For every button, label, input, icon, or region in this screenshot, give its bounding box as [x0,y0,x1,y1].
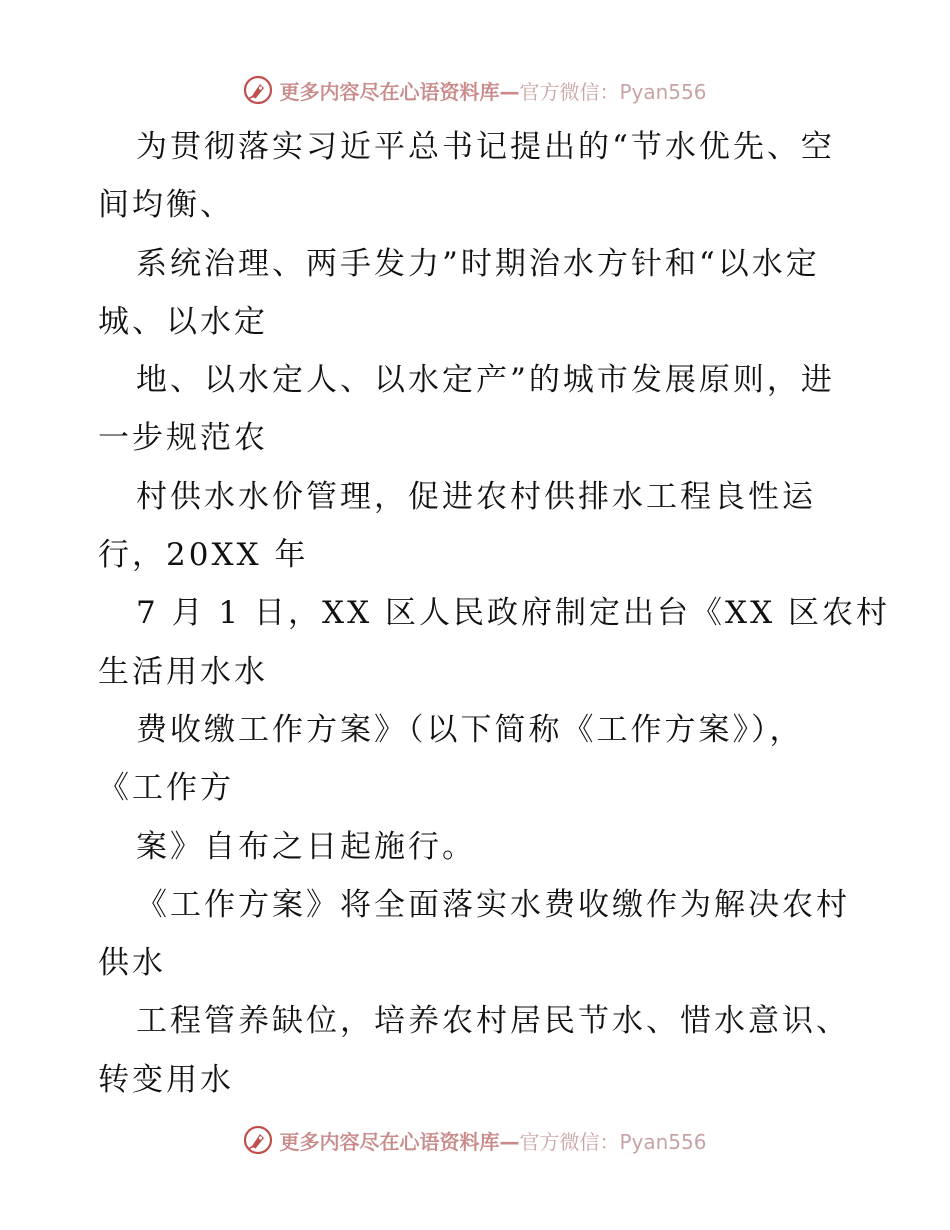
text-line: 村供水水价管理，促进农村供排水工程良性运 [136,478,816,515]
text-line: 供水 [98,945,166,982]
text-line: 间均衡、 [98,187,234,224]
text-line: 案》自布之日起施行。 [136,828,476,865]
text-line: 工程管养缺位，培养农村居民节水、惜水意识、 [136,1003,850,1040]
text-line: 生活用水水 [98,653,268,690]
header-watermark-banner [0,70,950,110]
document-body [98,118,890,1109]
text-line: 《工作方 [98,770,234,807]
text-line: 行，20XX 年 [98,537,309,574]
footer-banner-text: 更多内容尽在心语资料库—官方微信：Pyan556 [279,1129,707,1154]
text-line: 《工作方案》将全面落实水费收缴作为解决农村 [136,886,850,923]
pen-nib-logo-icon [243,1125,273,1155]
footer-watermark-banner [0,1120,950,1160]
text-line: 转变用水 [98,1061,234,1098]
text-line: 系统治理、两手发力”时期治水方针和“以水定 [136,245,820,282]
text-line: 城、以水定 [98,303,268,340]
pen-nib-logo-icon [243,75,273,105]
text-line: 为贯彻落实习近平总书记提出的“节水优先、空 [136,129,835,165]
text-line: 7 月 1 日，XX 区人民政府制定出台《XX 区农村 [136,595,890,632]
text-line: 费收缴工作方案》（以下简称《工作方案》）， [136,711,804,748]
text-line: 一步规范农 [98,420,268,457]
header-wechat-text: 官方微信：Pyan556 [519,79,707,104]
header-banner-text: 更多内容尽在心语资料库—官方微信：Pyan556 [279,79,707,104]
footer-wechat-text: 官方微信：Pyan556 [519,1129,707,1154]
text-line: 地、以水定人、以水定产”的城市发展原则，进 [136,362,835,399]
